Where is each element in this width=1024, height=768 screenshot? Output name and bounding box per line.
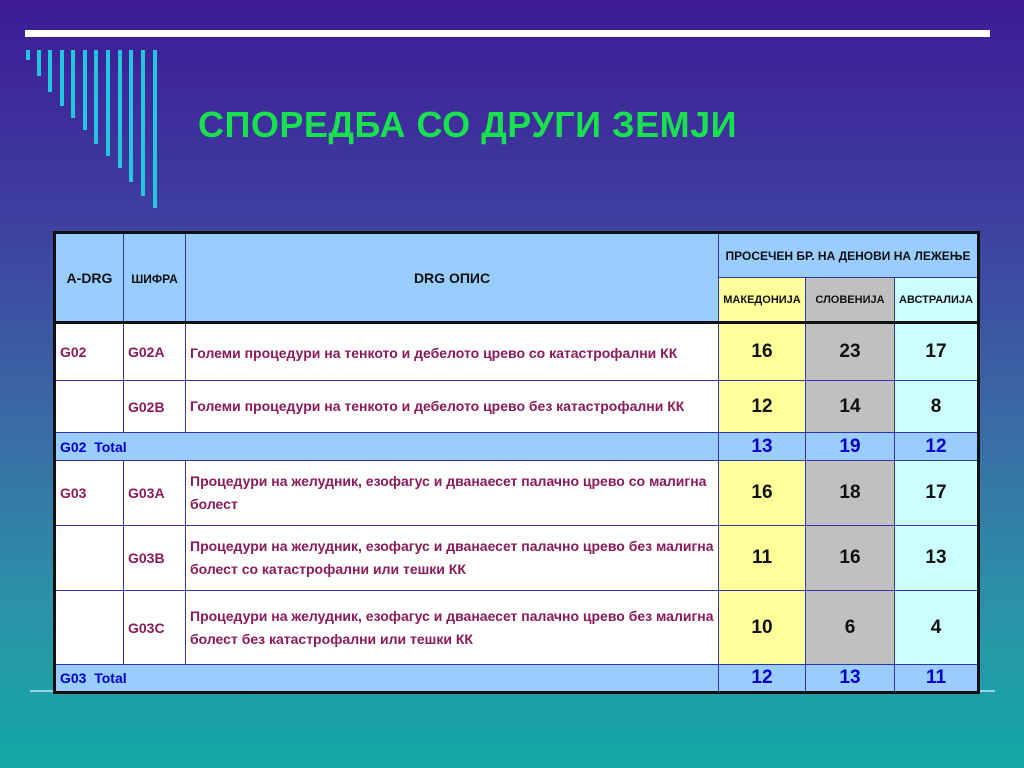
desc-cell: Големи процедури на тенкото и дебелото црево без катастрофални КК [186,381,719,433]
top-divider-line [25,30,990,37]
adrg-cell [55,381,124,433]
total-sl: 13 [806,665,895,693]
adrg-cell [55,591,124,665]
value-mk: 12 [719,381,806,433]
header-makedonija: МАКЕДОНИЈА [719,278,806,323]
adrg-cell: G03 [55,461,124,526]
value-au: 13 [895,526,979,591]
value-mk: 10 [719,591,806,665]
total-row [55,433,979,461]
value-sl: 6 [806,591,895,665]
table-row [55,591,979,665]
code-cell: G03B [124,526,186,591]
table-row [55,381,979,433]
desc-cell: Процедури на желудник, езофагус и дванаесет палачно црево со малигна болест [186,461,719,526]
header-shifra: ШИФРА [124,233,186,323]
table-row [55,323,979,381]
value-sl: 18 [806,461,895,526]
page-title: СПОРЕДБА СО ДРУГИ ЗЕМЈИ [198,104,737,145]
code-cell: G03A [124,461,186,526]
table-row [55,461,979,526]
value-mk: 16 [719,461,806,526]
value-sl: 16 [806,526,895,591]
comparison-table [53,231,980,694]
total-sl: 19 [806,433,895,461]
desc-cell: Процедури на желудник, езофагус и дванаесет палачно црево без малигна болест со катастрофални или тешки КК [186,526,719,591]
total-label: G03 Total [55,665,719,693]
total-au: 12 [895,433,979,461]
decorative-bars [26,50,176,210]
total-label: G02 Total [55,433,719,461]
header-avstralija: АВСТРАЛИЈА [895,278,979,323]
value-au: 4 [895,591,979,665]
total-mk: 13 [719,433,806,461]
header-slovenija: СЛОВЕНИЈА [806,278,895,323]
value-au: 17 [895,323,979,381]
value-sl: 14 [806,381,895,433]
table-row [55,526,979,591]
total-au: 11 [895,665,979,693]
total-row [55,665,979,693]
value-au: 8 [895,381,979,433]
header-adrg: A-DRG [55,233,124,323]
total-mk: 12 [719,665,806,693]
value-mk: 16 [719,323,806,381]
value-mk: 11 [719,526,806,591]
desc-cell: Големи процедури на тенкото и дебелото црево со катастрофални КК [186,323,719,381]
desc-cell: Процедури на желудник, езофагус и дванаесет палачно црево без малигна болест без катастрофални или тешки КК [186,591,719,665]
code-cell: G02A [124,323,186,381]
header-avg-days: ПРОСЕЧЕН БР. НА ДЕНОВИ НА ЛЕЖЕЊЕ [719,233,979,278]
adrg-cell: G02 [55,323,124,381]
adrg-cell [55,526,124,591]
code-cell: G03C [124,591,186,665]
header-drg-opis: DRG ОПИС [186,233,719,323]
value-sl: 23 [806,323,895,381]
value-au: 17 [895,461,979,526]
code-cell: G02B [124,381,186,433]
